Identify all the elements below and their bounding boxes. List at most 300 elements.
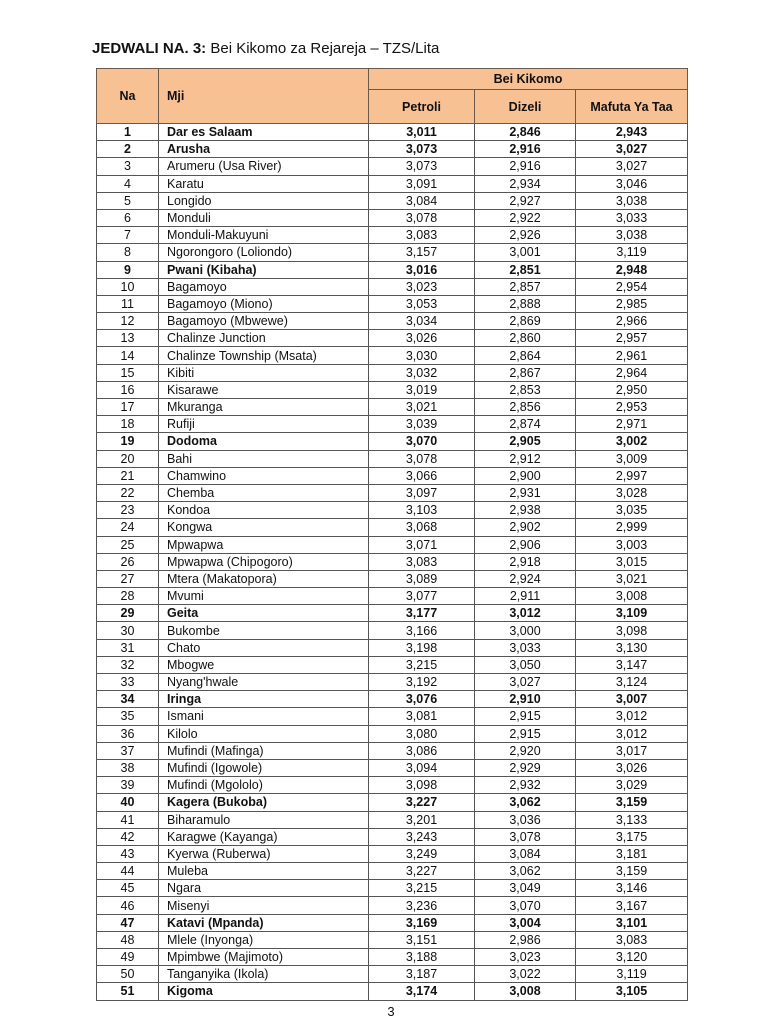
table-row: [97, 519, 688, 536]
cell-mji: Chamwino: [159, 467, 369, 484]
table-row: [97, 708, 688, 725]
table-row: [97, 313, 688, 330]
table-row: [97, 897, 688, 914]
cell-dizeli: 2,927: [475, 192, 576, 209]
cell-mafuta: 2,961: [576, 347, 688, 364]
cell-dizeli: 2,856: [475, 399, 576, 416]
cell-petroli: 3,032: [369, 364, 475, 381]
cell-dizeli: 3,023: [475, 949, 576, 966]
cell-mafuta: 3,124: [576, 674, 688, 691]
table-row: [97, 966, 688, 983]
header-na: Na: [97, 69, 159, 124]
cell-petroli: 3,030: [369, 347, 475, 364]
cell-dizeli: 2,912: [475, 450, 576, 467]
table-row: [97, 278, 688, 295]
cell-petroli: 3,094: [369, 759, 475, 776]
cell-mafuta: 2,966: [576, 313, 688, 330]
cell-dizeli: 2,900: [475, 467, 576, 484]
cell-mafuta: 3,027: [576, 158, 688, 175]
cell-petroli: 3,066: [369, 467, 475, 484]
cell-dizeli: 2,938: [475, 502, 576, 519]
cell-dizeli: 2,851: [475, 261, 576, 278]
cell-mafuta: 3,119: [576, 244, 688, 261]
cell-mji: Monduli-Makuyuni: [159, 227, 369, 244]
cell-petroli: 3,166: [369, 622, 475, 639]
table-row: [97, 622, 688, 639]
cell-na: 43: [97, 845, 159, 862]
table-row: [97, 914, 688, 931]
cell-mji: Kyerwa (Ruberwa): [159, 845, 369, 862]
caption-label: JEDWALI NA. 3:: [92, 40, 207, 57]
cell-na: 32: [97, 656, 159, 673]
cell-mji: Mufindi (Igowole): [159, 759, 369, 776]
cell-na: 16: [97, 381, 159, 398]
cell-na: 1: [97, 124, 159, 141]
cell-dizeli: 2,906: [475, 536, 576, 553]
cell-petroli: 3,215: [369, 656, 475, 673]
cell-na: 21: [97, 467, 159, 484]
cell-dizeli: 2,910: [475, 691, 576, 708]
cell-mafuta: 2,985: [576, 295, 688, 312]
cell-petroli: 3,053: [369, 295, 475, 312]
table-row: [97, 330, 688, 347]
cell-dizeli: 2,915: [475, 708, 576, 725]
table-row: [97, 949, 688, 966]
table-row: [97, 570, 688, 587]
cell-na: 46: [97, 897, 159, 914]
cell-mji: Mufindi (Mafinga): [159, 742, 369, 759]
cell-mji: Muleba: [159, 863, 369, 880]
cell-na: 11: [97, 295, 159, 312]
cell-petroli: 3,227: [369, 863, 475, 880]
cell-dizeli: 2,929: [475, 759, 576, 776]
cell-dizeli: 2,916: [475, 158, 576, 175]
cell-mafuta: 3,146: [576, 880, 688, 897]
cell-mji: Kagera (Bukoba): [159, 794, 369, 811]
cell-mafuta: 3,038: [576, 192, 688, 209]
cell-mji: Dar es Salaam: [159, 124, 369, 141]
cell-mji: Tanganyika (Ikola): [159, 966, 369, 983]
cell-petroli: 3,097: [369, 484, 475, 501]
table-row: [97, 742, 688, 759]
table-row: [97, 381, 688, 398]
cell-dizeli: 3,036: [475, 811, 576, 828]
cell-mafuta: 3,147: [576, 656, 688, 673]
cell-petroli: 3,089: [369, 570, 475, 587]
table-row: [97, 433, 688, 450]
cell-mji: Biharamulo: [159, 811, 369, 828]
cell-dizeli: 3,022: [475, 966, 576, 983]
cell-na: 23: [97, 502, 159, 519]
cell-petroli: 3,236: [369, 897, 475, 914]
cell-na: 9: [97, 261, 159, 278]
cell-dizeli: 2,986: [475, 931, 576, 948]
cell-na: 4: [97, 175, 159, 192]
cell-mafuta: 3,098: [576, 622, 688, 639]
cell-mji: Kilolo: [159, 725, 369, 742]
cell-petroli: 3,073: [369, 158, 475, 175]
cell-mji: Mtera (Makatopora): [159, 570, 369, 587]
table-row: [97, 347, 688, 364]
cell-petroli: 3,083: [369, 227, 475, 244]
cell-mji: Misenyi: [159, 897, 369, 914]
cell-petroli: 3,011: [369, 124, 475, 141]
cell-dizeli: 2,934: [475, 175, 576, 192]
cell-petroli: 3,192: [369, 674, 475, 691]
cell-petroli: 3,083: [369, 553, 475, 570]
cell-na: 38: [97, 759, 159, 776]
cell-mafuta: 3,017: [576, 742, 688, 759]
cell-dizeli: 2,874: [475, 416, 576, 433]
cell-mafuta: 3,159: [576, 794, 688, 811]
price-table: [96, 68, 688, 1001]
table-row: [97, 175, 688, 192]
cell-petroli: 3,077: [369, 588, 475, 605]
cell-petroli: 3,177: [369, 605, 475, 622]
cell-petroli: 3,091: [369, 175, 475, 192]
cell-dizeli: 2,864: [475, 347, 576, 364]
cell-mafuta: 2,954: [576, 278, 688, 295]
cell-na: 44: [97, 863, 159, 880]
cell-petroli: 3,103: [369, 502, 475, 519]
cell-petroli: 3,068: [369, 519, 475, 536]
cell-mafuta: 3,083: [576, 931, 688, 948]
cell-mafuta: 3,007: [576, 691, 688, 708]
cell-mji: Bahi: [159, 450, 369, 467]
cell-mji: Chalinze Township (Msata): [159, 347, 369, 364]
table-row: [97, 983, 688, 1000]
table-row: [97, 674, 688, 691]
cell-dizeli: 2,867: [475, 364, 576, 381]
cell-na: 47: [97, 914, 159, 931]
cell-na: 50: [97, 966, 159, 983]
cell-mji: Arusha: [159, 141, 369, 158]
cell-petroli: 3,039: [369, 416, 475, 433]
cell-na: 45: [97, 880, 159, 897]
cell-mji: Kisarawe: [159, 381, 369, 398]
cell-na: 29: [97, 605, 159, 622]
cell-dizeli: 3,062: [475, 863, 576, 880]
cell-mji: Ismani: [159, 708, 369, 725]
cell-mafuta: 3,002: [576, 433, 688, 450]
page-number: 3: [387, 1004, 395, 1019]
cell-petroli: 3,157: [369, 244, 475, 261]
table-row: [97, 863, 688, 880]
cell-na: 36: [97, 725, 159, 742]
cell-na: 15: [97, 364, 159, 381]
cell-dizeli: 3,049: [475, 880, 576, 897]
cell-petroli: 3,084: [369, 192, 475, 209]
cell-dizeli: 3,070: [475, 897, 576, 914]
cell-dizeli: 2,911: [475, 588, 576, 605]
cell-mafuta: 3,167: [576, 897, 688, 914]
cell-mafuta: 3,029: [576, 777, 688, 794]
cell-dizeli: 3,000: [475, 622, 576, 639]
cell-mafuta: 2,997: [576, 467, 688, 484]
cell-mji: Mlele (Inyonga): [159, 931, 369, 948]
cell-mji: Kibiti: [159, 364, 369, 381]
cell-mji: Pwani (Kibaha): [159, 261, 369, 278]
cell-petroli: 3,016: [369, 261, 475, 278]
cell-dizeli: 3,062: [475, 794, 576, 811]
table-row: [97, 828, 688, 845]
cell-na: 39: [97, 777, 159, 794]
cell-mji: Mvumi: [159, 588, 369, 605]
cell-na: 42: [97, 828, 159, 845]
cell-na: 40: [97, 794, 159, 811]
cell-mji: Mpwapwa (Chipogoro): [159, 553, 369, 570]
cell-na: 25: [97, 536, 159, 553]
cell-mji: Mpwapwa: [159, 536, 369, 553]
cell-mafuta: 3,021: [576, 570, 688, 587]
header-bei-kikomo: Bei Kikomo: [369, 69, 688, 90]
cell-mafuta: 3,038: [576, 227, 688, 244]
cell-dizeli: 3,084: [475, 845, 576, 862]
cell-dizeli: 2,920: [475, 742, 576, 759]
table-row: [97, 811, 688, 828]
cell-na: 28: [97, 588, 159, 605]
cell-na: 5: [97, 192, 159, 209]
cell-mji: Katavi (Mpanda): [159, 914, 369, 931]
cell-mji: Mbogwe: [159, 656, 369, 673]
cell-na: 51: [97, 983, 159, 1000]
cell-na: 27: [97, 570, 159, 587]
table-row: [97, 880, 688, 897]
cell-na: 35: [97, 708, 159, 725]
cell-dizeli: 2,932: [475, 777, 576, 794]
cell-petroli: 3,243: [369, 828, 475, 845]
cell-na: 22: [97, 484, 159, 501]
cell-mji: Longido: [159, 192, 369, 209]
table-row: [97, 759, 688, 776]
header-petroli: Petroli: [369, 90, 475, 124]
table-row: [97, 536, 688, 553]
cell-petroli: 3,081: [369, 708, 475, 725]
cell-dizeli: 2,915: [475, 725, 576, 742]
cell-dizeli: 2,905: [475, 433, 576, 450]
cell-petroli: 3,023: [369, 278, 475, 295]
table-row: [97, 416, 688, 433]
table-row: [97, 605, 688, 622]
table-row: [97, 588, 688, 605]
cell-na: 18: [97, 416, 159, 433]
cell-mji: Kondoa: [159, 502, 369, 519]
cell-na: 7: [97, 227, 159, 244]
cell-dizeli: 3,027: [475, 674, 576, 691]
cell-mji: Ngara: [159, 880, 369, 897]
caption-text: Bei Kikomo za Rejareja – TZS/Lita: [206, 40, 440, 57]
cell-petroli: 3,026: [369, 330, 475, 347]
table-row: [97, 502, 688, 519]
cell-petroli: 3,174: [369, 983, 475, 1000]
cell-mafuta: 2,948: [576, 261, 688, 278]
cell-mafuta: 2,964: [576, 364, 688, 381]
cell-mji: Rufiji: [159, 416, 369, 433]
cell-mafuta: 3,181: [576, 845, 688, 862]
cell-petroli: 3,151: [369, 931, 475, 948]
cell-mafuta: 3,175: [576, 828, 688, 845]
cell-petroli: 3,169: [369, 914, 475, 931]
cell-mafuta: 3,003: [576, 536, 688, 553]
cell-dizeli: 3,050: [475, 656, 576, 673]
cell-petroli: 3,070: [369, 433, 475, 450]
cell-petroli: 3,021: [369, 399, 475, 416]
cell-dizeli: 2,869: [475, 313, 576, 330]
header-mji: Mji: [159, 69, 369, 124]
cell-mji: Dodoma: [159, 433, 369, 450]
table-row: [97, 192, 688, 209]
cell-mji: Chato: [159, 639, 369, 656]
cell-mafuta: 3,012: [576, 708, 688, 725]
cell-dizeli: 2,857: [475, 278, 576, 295]
cell-na: 19: [97, 433, 159, 450]
table-row: [97, 209, 688, 226]
table-row: [97, 124, 688, 141]
cell-mafuta: 2,971: [576, 416, 688, 433]
header-dizeli: Dizeli: [475, 90, 576, 124]
cell-mafuta: 3,120: [576, 949, 688, 966]
cell-mafuta: 3,046: [576, 175, 688, 192]
cell-mji: Ngorongoro (Loliondo): [159, 244, 369, 261]
cell-na: 48: [97, 931, 159, 948]
cell-mafuta: 3,133: [576, 811, 688, 828]
cell-na: 41: [97, 811, 159, 828]
cell-mafuta: 3,015: [576, 553, 688, 570]
table-row: [97, 364, 688, 381]
cell-mafuta: 2,953: [576, 399, 688, 416]
cell-mji: Bukombe: [159, 622, 369, 639]
cell-na: 8: [97, 244, 159, 261]
cell-dizeli: 2,902: [475, 519, 576, 536]
cell-dizeli: 3,078: [475, 828, 576, 845]
cell-na: 2: [97, 141, 159, 158]
table-row: [97, 158, 688, 175]
cell-dizeli: 3,012: [475, 605, 576, 622]
cell-mji: Chemba: [159, 484, 369, 501]
cell-dizeli: 3,004: [475, 914, 576, 931]
cell-petroli: 3,078: [369, 209, 475, 226]
cell-petroli: 3,019: [369, 381, 475, 398]
cell-mji: Mufindi (Mgololo): [159, 777, 369, 794]
cell-petroli: 3,098: [369, 777, 475, 794]
cell-na: 24: [97, 519, 159, 536]
cell-na: 33: [97, 674, 159, 691]
table-caption: [92, 40, 439, 57]
cell-petroli: 3,198: [369, 639, 475, 656]
table-row: [97, 656, 688, 673]
cell-dizeli: 2,922: [475, 209, 576, 226]
cell-mafuta: 2,957: [576, 330, 688, 347]
cell-dizeli: 3,001: [475, 244, 576, 261]
cell-mji: Nyang'hwale: [159, 674, 369, 691]
table-row: [97, 295, 688, 312]
cell-na: 20: [97, 450, 159, 467]
cell-dizeli: 2,918: [475, 553, 576, 570]
cell-mafuta: 3,028: [576, 484, 688, 501]
cell-mji: Bagamoyo (Mbwewe): [159, 313, 369, 330]
table-row: [97, 725, 688, 742]
cell-na: 26: [97, 553, 159, 570]
cell-mafuta: 3,101: [576, 914, 688, 931]
cell-mafuta: 2,999: [576, 519, 688, 536]
cell-na: 34: [97, 691, 159, 708]
cell-petroli: 3,076: [369, 691, 475, 708]
cell-mafuta: 3,009: [576, 450, 688, 467]
cell-dizeli: 3,033: [475, 639, 576, 656]
cell-mji: Mpimbwe (Majimoto): [159, 949, 369, 966]
cell-mafuta: 3,027: [576, 141, 688, 158]
cell-mji: Kongwa: [159, 519, 369, 536]
cell-mji: Iringa: [159, 691, 369, 708]
cell-petroli: 3,201: [369, 811, 475, 828]
table-row: [97, 777, 688, 794]
cell-na: 10: [97, 278, 159, 295]
cell-mji: Monduli: [159, 209, 369, 226]
table-row: [97, 141, 688, 158]
cell-petroli: 3,086: [369, 742, 475, 759]
cell-mji: Geita: [159, 605, 369, 622]
table-row: [97, 244, 688, 261]
cell-mji: Arumeru (Usa River): [159, 158, 369, 175]
cell-na: 49: [97, 949, 159, 966]
cell-mji: Mkuranga: [159, 399, 369, 416]
cell-na: 3: [97, 158, 159, 175]
cell-mafuta: 3,035: [576, 502, 688, 519]
cell-dizeli: 2,888: [475, 295, 576, 312]
cell-mafuta: 3,033: [576, 209, 688, 226]
cell-mji: Bagamoyo: [159, 278, 369, 295]
table-row: [97, 227, 688, 244]
cell-dizeli: 2,846: [475, 124, 576, 141]
cell-mafuta: 2,943: [576, 124, 688, 141]
cell-petroli: 3,227: [369, 794, 475, 811]
cell-dizeli: 2,931: [475, 484, 576, 501]
table-body: [97, 124, 688, 1001]
cell-na: 6: [97, 209, 159, 226]
cell-dizeli: 2,926: [475, 227, 576, 244]
cell-na: 30: [97, 622, 159, 639]
table-row: [97, 450, 688, 467]
cell-mafuta: 3,159: [576, 863, 688, 880]
cell-dizeli: 2,916: [475, 141, 576, 158]
table-row: [97, 467, 688, 484]
table-row: [97, 794, 688, 811]
cell-mji: Bagamoyo (Miono): [159, 295, 369, 312]
cell-petroli: 3,078: [369, 450, 475, 467]
cell-mafuta: 2,950: [576, 381, 688, 398]
cell-petroli: 3,187: [369, 966, 475, 983]
table-row: [97, 399, 688, 416]
cell-dizeli: 2,860: [475, 330, 576, 347]
cell-petroli: 3,071: [369, 536, 475, 553]
table-row: [97, 931, 688, 948]
table-row: [97, 845, 688, 862]
cell-na: 37: [97, 742, 159, 759]
cell-petroli: 3,034: [369, 313, 475, 330]
cell-mji: Karagwe (Kayanga): [159, 828, 369, 845]
table-row: [97, 553, 688, 570]
table-row: [97, 484, 688, 501]
cell-dizeli: 2,924: [475, 570, 576, 587]
header-mafuta: Mafuta Ya Taa: [576, 90, 688, 124]
cell-mafuta: 3,119: [576, 966, 688, 983]
cell-mafuta: 3,012: [576, 725, 688, 742]
cell-na: 17: [97, 399, 159, 416]
cell-petroli: 3,188: [369, 949, 475, 966]
cell-petroli: 3,073: [369, 141, 475, 158]
table-row: [97, 639, 688, 656]
cell-na: 13: [97, 330, 159, 347]
